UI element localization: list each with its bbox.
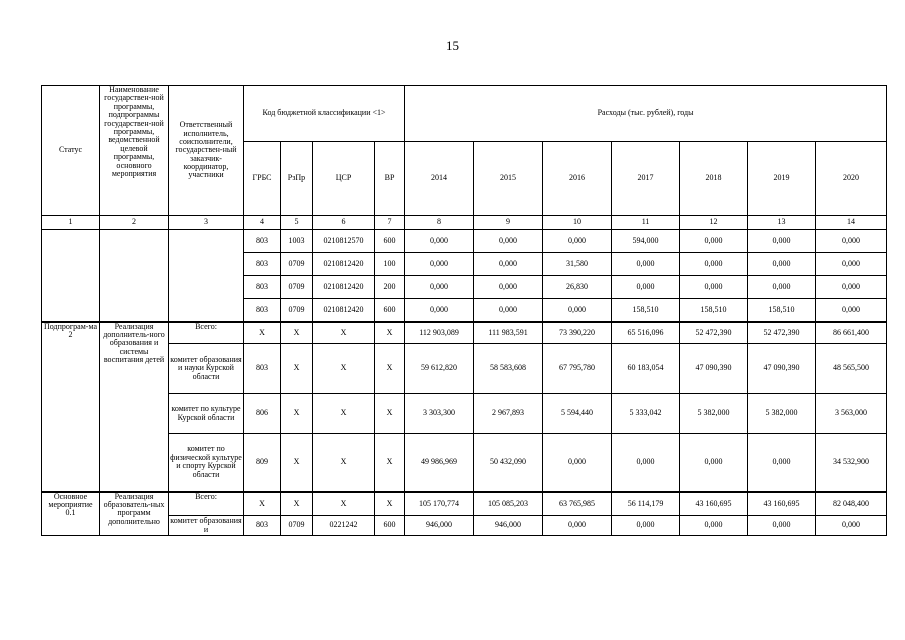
subprogram-2-status: Подпрограм-ма 2 bbox=[42, 322, 100, 492]
table-cell: 63 765,985 bbox=[543, 492, 612, 516]
table-cell: 946,000 bbox=[474, 516, 543, 536]
table-cell: 67 795,780 bbox=[543, 344, 612, 394]
table-cell: 600 bbox=[375, 516, 405, 536]
measure-0-1-name: Реализация образователь-ных программ дополнительно bbox=[100, 492, 169, 536]
column-number: 12 bbox=[680, 216, 748, 230]
table-cell: 0,000 bbox=[612, 516, 680, 536]
table-cell: Х bbox=[281, 492, 313, 516]
executor-cell: комитет образования и bbox=[170, 516, 242, 534]
table-cell: 60 183,054 bbox=[612, 344, 680, 394]
year-header: 2017 bbox=[612, 142, 680, 216]
table-cell: 0,000 bbox=[680, 276, 748, 299]
table-cell: 0,000 bbox=[612, 253, 680, 276]
table-cell: 0210812420 bbox=[313, 299, 375, 322]
table-cell: 0,000 bbox=[474, 230, 543, 253]
table-cell: 0,000 bbox=[748, 516, 816, 536]
table-cell: 5 594,440 bbox=[543, 394, 612, 434]
table-cell: 803 bbox=[244, 299, 281, 322]
table-cell: 3 563,000 bbox=[816, 394, 887, 434]
table-cell: 0210812420 bbox=[313, 276, 375, 299]
table-cell: 0,000 bbox=[680, 516, 748, 536]
table-cell: Х bbox=[313, 344, 375, 394]
table-cell: 0,000 bbox=[748, 434, 816, 492]
executor-cell: комитет по культуре Курской области bbox=[169, 394, 244, 434]
table-cell: 0709 bbox=[281, 253, 313, 276]
table-cell: 0,000 bbox=[816, 253, 887, 276]
table-cell: 0,000 bbox=[680, 434, 748, 492]
code-column-header: ЦСР bbox=[313, 142, 375, 216]
table-cell: 0,000 bbox=[474, 299, 543, 322]
empty-status-cell bbox=[42, 230, 100, 322]
table-cell: 50 432,090 bbox=[474, 434, 543, 492]
table-cell: 52 472,390 bbox=[680, 322, 748, 344]
table-row bbox=[42, 434, 887, 492]
table-cell: 2 967,893 bbox=[474, 394, 543, 434]
table-row bbox=[42, 394, 887, 434]
table-cell: Х bbox=[313, 394, 375, 434]
table-cell: 47 090,390 bbox=[748, 344, 816, 394]
table-cell: 0,000 bbox=[680, 230, 748, 253]
table-cell: 47 090,390 bbox=[680, 344, 748, 394]
table-cell: 0,000 bbox=[405, 276, 474, 299]
table-cell: Х bbox=[313, 322, 375, 344]
table-cell: 86 661,400 bbox=[816, 322, 887, 344]
table-cell: 5 382,000 bbox=[680, 394, 748, 434]
table-cell: 600 bbox=[375, 299, 405, 322]
table-cell: 158,510 bbox=[680, 299, 748, 322]
column-number: 9 bbox=[474, 216, 543, 230]
table-cell: Х bbox=[281, 344, 313, 394]
empty-executor-cell bbox=[169, 230, 244, 322]
table-cell: 58 583,608 bbox=[474, 344, 543, 394]
table-cell: 73 390,220 bbox=[543, 322, 612, 344]
table-cell: Х bbox=[375, 344, 405, 394]
table-cell: 0,000 bbox=[816, 230, 887, 253]
year-header: 2018 bbox=[680, 142, 748, 216]
table-row bbox=[42, 230, 887, 253]
column-number: 11 bbox=[612, 216, 680, 230]
code-column-header: РзПр bbox=[281, 142, 313, 216]
table-cell: 0,000 bbox=[816, 516, 887, 536]
table-cell: 806 bbox=[244, 394, 281, 434]
code-column-header: ВР bbox=[375, 142, 405, 216]
table-cell: 65 516,096 bbox=[612, 322, 680, 344]
table-cell: 43 160,695 bbox=[680, 492, 748, 516]
column-number: 10 bbox=[543, 216, 612, 230]
executor-cell: Всего: bbox=[169, 322, 244, 344]
page-number: 15 bbox=[446, 38, 459, 53]
header-status: Статус bbox=[42, 86, 100, 216]
table-cell: 0,000 bbox=[748, 230, 816, 253]
table-cell: 49 986,969 bbox=[405, 434, 474, 492]
table-cell: Х bbox=[244, 492, 281, 516]
header-expenses: Расходы (тыс. рублей), годы bbox=[405, 86, 887, 142]
table-cell: 0,000 bbox=[612, 276, 680, 299]
year-header: 2020 bbox=[816, 142, 887, 216]
table-cell: 803 bbox=[244, 253, 281, 276]
table-cell: 0,000 bbox=[612, 434, 680, 492]
table-cell: 0,000 bbox=[543, 434, 612, 492]
table-cell: 0709 bbox=[281, 276, 313, 299]
year-header: 2019 bbox=[748, 142, 816, 216]
header-name: Наименование государствен-ной программы, подпрограммы государствен-ной программы, ведомственной целевой программы, основного мероприятия bbox=[100, 86, 169, 216]
table-cell: 803 bbox=[244, 230, 281, 253]
table-cell: 105 085,203 bbox=[474, 492, 543, 516]
table-cell: 0210812420 bbox=[313, 253, 375, 276]
table-cell: 100 bbox=[375, 253, 405, 276]
table-cell: 946,000 bbox=[405, 516, 474, 536]
code-column-header: ГРБС bbox=[244, 142, 281, 216]
header-budget-code: Код бюджетной классификации <1> bbox=[244, 86, 405, 142]
table-cell: 59 612,820 bbox=[405, 344, 474, 394]
executor-cell: Всего: bbox=[169, 492, 244, 516]
table-cell: 48 565,500 bbox=[816, 344, 887, 394]
table-cell: Х bbox=[281, 394, 313, 434]
table-cell: 105 170,774 bbox=[405, 492, 474, 516]
empty-name-cell bbox=[100, 230, 169, 322]
table-cell: 158,510 bbox=[748, 299, 816, 322]
table-cell: 594,000 bbox=[612, 230, 680, 253]
table-cell: 200 bbox=[375, 276, 405, 299]
table-cell: 5 382,000 bbox=[748, 394, 816, 434]
table-cell: Х bbox=[244, 322, 281, 344]
year-header: 2015 bbox=[474, 142, 543, 216]
table-cell: 803 bbox=[244, 344, 281, 394]
table-row bbox=[42, 492, 887, 516]
measure-0-1-status: Основное мероприятие 0.1 bbox=[42, 492, 100, 536]
table-cell: 0,000 bbox=[405, 253, 474, 276]
table-cell: 158,510 bbox=[612, 299, 680, 322]
table-cell: 0,000 bbox=[543, 230, 612, 253]
table-cell: 0210812570 bbox=[313, 230, 375, 253]
table-cell: 0,000 bbox=[816, 276, 887, 299]
table-cell: 56 114,179 bbox=[612, 492, 680, 516]
executor-cell: комитет образования и науки Курской области bbox=[169, 344, 244, 394]
column-number: 8 bbox=[405, 216, 474, 230]
table-cell: 0,000 bbox=[543, 516, 612, 536]
year-header: 2016 bbox=[543, 142, 612, 216]
table-cell: 112 903,089 bbox=[405, 322, 474, 344]
table-cell: 0709 bbox=[281, 299, 313, 322]
table-cell: 0221242 bbox=[313, 516, 375, 536]
table-cell: Х bbox=[281, 434, 313, 492]
table-cell: Х bbox=[375, 322, 405, 344]
table-cell: 0709 bbox=[281, 516, 313, 536]
column-number: 5 bbox=[281, 216, 313, 230]
executor-cell: комитет по физической культуре и спорту Курской области bbox=[169, 434, 244, 492]
table-cell: 111 983,591 bbox=[474, 322, 543, 344]
table-cell: 1003 bbox=[281, 230, 313, 253]
table-cell: 34 532,900 bbox=[816, 434, 887, 492]
table-cell: 82 048,400 bbox=[816, 492, 887, 516]
table-cell: 0,000 bbox=[474, 276, 543, 299]
table-cell: Х bbox=[375, 492, 405, 516]
column-number: 6 bbox=[313, 216, 375, 230]
table-cell: 0,000 bbox=[748, 253, 816, 276]
budget-table bbox=[41, 85, 887, 536]
table-cell: 0,000 bbox=[748, 276, 816, 299]
table-cell: 803 bbox=[244, 516, 281, 536]
table-row bbox=[42, 516, 887, 536]
column-number: 7 bbox=[375, 216, 405, 230]
table-cell: 31,580 bbox=[543, 253, 612, 276]
year-header: 2014 bbox=[405, 142, 474, 216]
table-cell: Х bbox=[375, 394, 405, 434]
table-row bbox=[42, 344, 887, 394]
column-number: 3 bbox=[169, 216, 244, 230]
table-cell: Х bbox=[375, 434, 405, 492]
column-number: 1 bbox=[42, 216, 100, 230]
table-cell: 0,000 bbox=[474, 253, 543, 276]
table-cell: 5 333,042 bbox=[612, 394, 680, 434]
table-cell: 0,000 bbox=[816, 299, 887, 322]
table-cell: Х bbox=[313, 492, 375, 516]
subprogram-2-name: Реализация дополнитель-ного образования и системы воспитания детей bbox=[100, 322, 169, 492]
table-cell: 0,000 bbox=[680, 253, 748, 276]
table-cell: 3 303,300 bbox=[405, 394, 474, 434]
table-cell: 0,000 bbox=[405, 230, 474, 253]
table-cell: 809 bbox=[244, 434, 281, 492]
table-cell: 26,830 bbox=[543, 276, 612, 299]
table-cell: 43 160,695 bbox=[748, 492, 816, 516]
table-cell: 52 472,390 bbox=[748, 322, 816, 344]
table-cell: 0,000 bbox=[543, 299, 612, 322]
header-executor: Ответственный исполнитель, соисполнители, государствен-ный заказчик-координатор, участники bbox=[169, 86, 244, 216]
table-cell: 803 bbox=[244, 276, 281, 299]
column-number: 2 bbox=[100, 216, 169, 230]
table-cell: Х bbox=[313, 434, 375, 492]
column-number: 13 bbox=[748, 216, 816, 230]
column-number: 14 bbox=[816, 216, 887, 230]
table-cell: 0,000 bbox=[405, 299, 474, 322]
table-cell: 600 bbox=[375, 230, 405, 253]
table-row bbox=[42, 322, 887, 344]
column-number: 4 bbox=[244, 216, 281, 230]
table-cell: Х bbox=[281, 322, 313, 344]
